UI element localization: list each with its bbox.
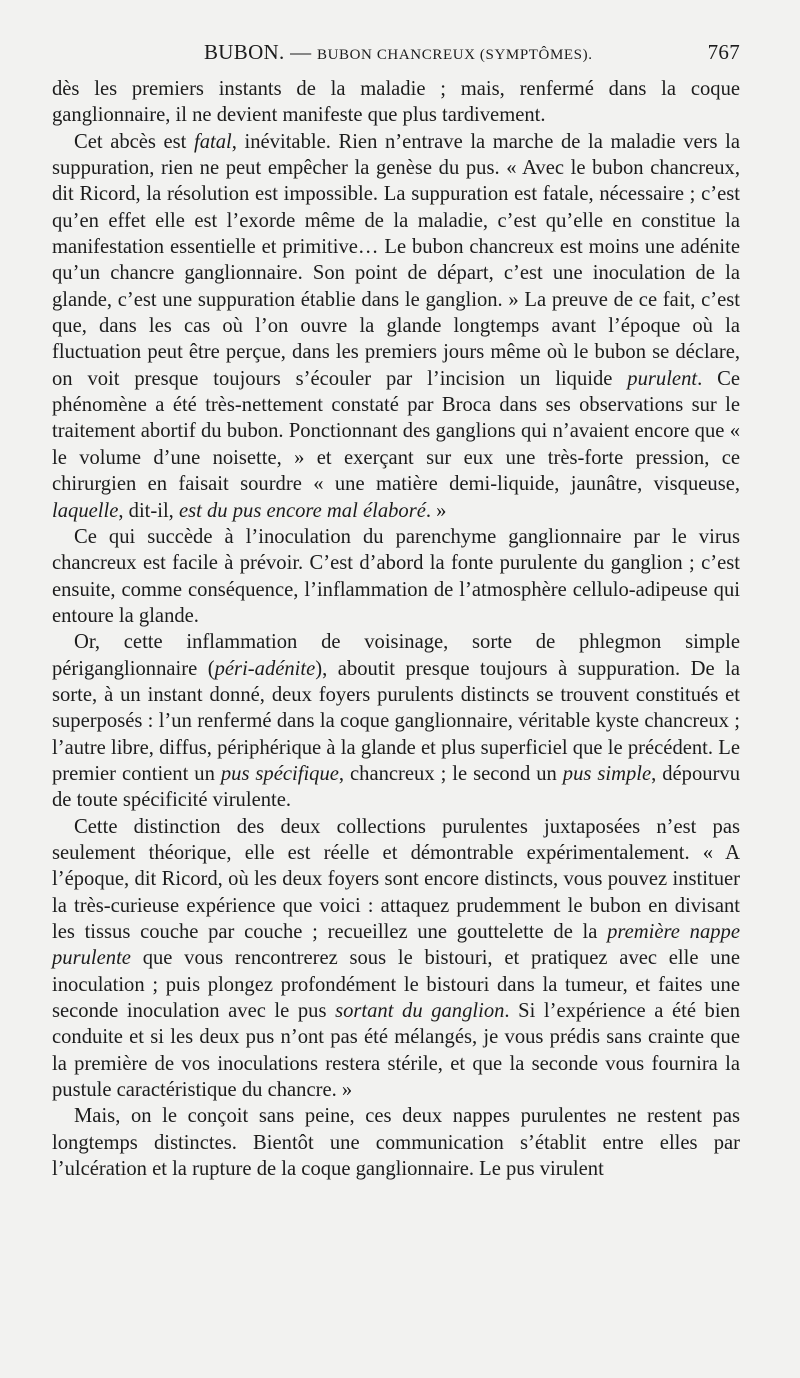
running-head-subtitle: BUBON CHANCREUX (SYMPTÔMES). — [316, 47, 593, 63]
italic-text: péri-adénite — [214, 657, 316, 680]
italic-text: pus simple — [562, 762, 652, 785]
running-head-main: BUBON. — — [204, 40, 317, 64]
text-run: . » — [425, 499, 447, 522]
paragraph — [52, 76, 740, 129]
paragraph — [52, 129, 740, 524]
text-run: ), aboutit presque toujours à suppuration. De la sorte, à un instant donné, deux foyers purulents distincts se trouvent constitués et superposés : l’un renfermé dans la coque ganglionnaire, véritable kyste chancreux ; l’autre libre, diffus, périphérique à la glande et plus superficiel que le précédent. Le premier contient un — [52, 657, 740, 785]
page-header — [52, 40, 742, 70]
italic-text: sortant du ganglion — [335, 1000, 505, 1023]
paragraph — [52, 814, 740, 1104]
text-run: que vous rencontrerez sous le bistouri, et pratiquez avec elle une inoculation ; puis plongez profondément le bistouri dans la tumeur, et faites une seconde inoculation avec le pus — [52, 947, 740, 1023]
paragraph — [52, 629, 740, 813]
running-head — [204, 40, 593, 65]
italic-text: purulent — [627, 367, 698, 390]
text-run: Cette distinction des deux collections purulentes juxtaposées n’est pas seulement théorique, elle est réelle et démontrable expérimentalement. « A l’époque, dit Ricord, où les deux foyers sont encore distincts, vous pouvez instituer la très-curieuse expérience que voici : attaquez prudemment le bubon en divisant les tissus couche par couche ; recueillez une gouttelette de la — [52, 815, 740, 943]
body-text — [52, 76, 740, 1182]
italic-text: fatal — [194, 130, 232, 153]
italic-text: laquelle — [52, 499, 119, 522]
text-run: , dépourvu de toute spécificité virulente. — [52, 762, 741, 812]
text-run: , inévitable. Rien n’entrave la marche de la maladie vers la suppuration, rien ne peut empêcher la genèse du pus. « Avec le bubon chancreux, dit Ricord, la résolution est impossible. La suppuration est fatale, nécessaire ; c’est qu’en effet elle est l’exorde même de la maladie, c’est qu’elle en constitue la manifestation essentielle et primitive… Le bubon chancreux est moins une adénite qu’un chancre ganglionnaire. Son point de départ, c’est une inoculation de la glande, c’est une suppuration établie dans le ganglion. » La preuve de ce fait, c’est que, dans les cas où l’on ouvre la glande longtemps avant l’époque où la fluctuation peut être perçue, dans les premiers jours même où le bubon se déclare, on voit presque toujours s’écouler par l’incision un liquide — [52, 130, 741, 390]
italic-text: pus spécifique — [220, 762, 339, 785]
text-run: Cet abcès est — [74, 130, 195, 153]
text-run: . Ce phénomène a été très-nettement constaté par Broca dans ses observations sur le traitement abortif du bubon. Ponctionnant des ganglions qui n’avaient encore que « le volume d’une noisette, » et exerçant sur eux une très-forte pression, ce chirurgien en faisait sourdre « une matière demi-liquide, jaunâtre, visqueuse, — [52, 367, 740, 496]
text-run: , dit-il, — [118, 499, 179, 522]
italic-text: est du pus encore mal élaboré — [178, 499, 426, 522]
text-run: . Si l’expérience a été bien conduite et si les deux pus n’ont pas été mélangés, je vous prédis sans crainte que la première de vos inoculations restera stérile, et que la seconde vous fournira la pustule caractéristique du chancre. » — [52, 1000, 740, 1102]
page-number: 767 — [707, 40, 740, 64]
text-run: Mais, on le conçoit sans peine, ces deux nappes purulentes ne restent pas longtemps distinctes. Bientôt une communication s’établit entre elles par l’ulcération et la rupture de la coque ganglionnaire. Le pus virulent — [52, 1105, 740, 1181]
paragraph — [52, 524, 740, 629]
paragraph — [52, 1103, 740, 1182]
text-run: , chancreux ; le second un — [338, 762, 563, 785]
text-run: dès les premiers instants de la maladie ; mais, renfermé dans la coque ganglionnaire, il ne devient manifeste que plus tardivement. — [52, 78, 740, 127]
italic-text: première nappe purulente — [52, 921, 740, 970]
text-run: Or, cette inflammation de voisinage, sorte de phlegmon simple périganglionnaire ( — [52, 631, 740, 680]
text-run: Ce qui succède à l’inoculation du parenchyme ganglionnaire par le virus chancreux est facile à prévoir. C’est d’abord la fonte purulente du ganglion ; c’est ensuite, comme conséquence, l’inflammation de l’atmosphère cellulo-adipeuse qui entoure la glande. — [52, 525, 740, 627]
